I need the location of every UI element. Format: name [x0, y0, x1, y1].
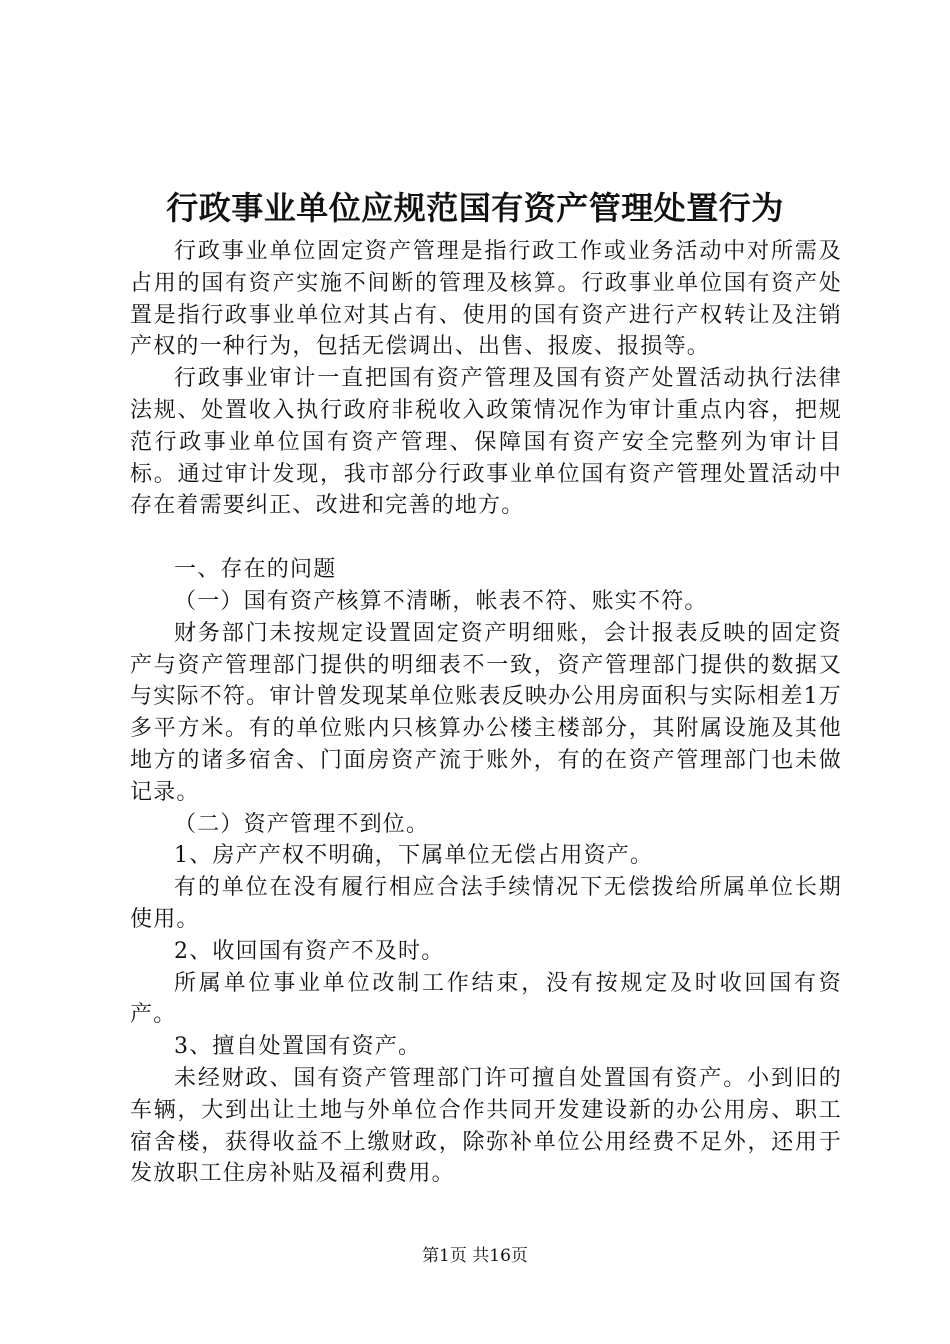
subheading-accounting: （一）国有资产核算不清晰，帐表不符、账实不符。 [174, 588, 708, 614]
document-title: 行政事业单位应规范国有资产管理处置行为 [166, 189, 784, 227]
page-number: 第1页 共16页 [422, 1246, 528, 1266]
paragraph-audit-focus: 行政事业审计一直把国有资产管理及国有资产处置活动执行法律法规、处置收入执行政府非税收入政策情况作为审计重点内容，把规范行政事业单位国有资产管理、保障国有资产安全完整列为审计目标。通过审计发现，我市部分行政事业单位国有资产管理处置活动中存在着需要纠正、改进和完善的地方。 [130, 366, 842, 519]
paragraph-disposal: 未经财政、国有资产管理部门许可擅自处置国有资产。小到旧的车辆，大到出让土地与外单位合作共同开发建设新的办公用房、职工宿舍楼，获得收益不上缴财政，除弥补单位公用经费不足外，还用于发放职工住房补贴及福利费用。 [130, 1065, 842, 1187]
subheading-management: （二）资产管理不到位。 [174, 811, 430, 837]
document-body [130, 236, 842, 1190]
item-heading-property-rights: 1、房产产权不明确，下属单位无偿占用资产。 [174, 843, 654, 869]
item-heading-disposal: 3、擅自处置国有资产。 [174, 1034, 422, 1060]
paragraph-accounting-detail: 财务部门未按规定设置固定资产明细账，会计报表反映的固定资产与资产管理部门提供的明细表不一致，资产管理部门提供的数据又与实际不符。审计曾发现某单位账表反映办公用房面积与实际相差1万多平方米。有的单位账内只核算办公楼主楼部分，其附属设施及其他地方的诸多宿舍、门面房资产流于账外，有的在资产管理部门也未做记录。 [130, 620, 842, 805]
section-heading-problems: 一、存在的问题 [174, 557, 337, 583]
item-heading-recovery: 2、收回国有资产不及时。 [174, 938, 445, 964]
paragraph-intro: 行政事业单位固定资产管理是指行政工作或业务活动中对所需及占用的国有资产实施不间断的管理及核算。行政事业单位国有资产处置是指行政事业单位对其占有、使用的国有资产进行产权转让及注销产权的一种行为，包括无偿调出、出售、报废、报损等。 [130, 239, 842, 360]
paragraph-property-rights: 有的单位在没有履行相应合法手续情况下无偿拨给所属单位长期使用。 [130, 875, 842, 932]
paragraph-recovery: 所属单位事业单位改制工作结束，没有按规定及时收回国有资产。 [130, 970, 842, 1028]
